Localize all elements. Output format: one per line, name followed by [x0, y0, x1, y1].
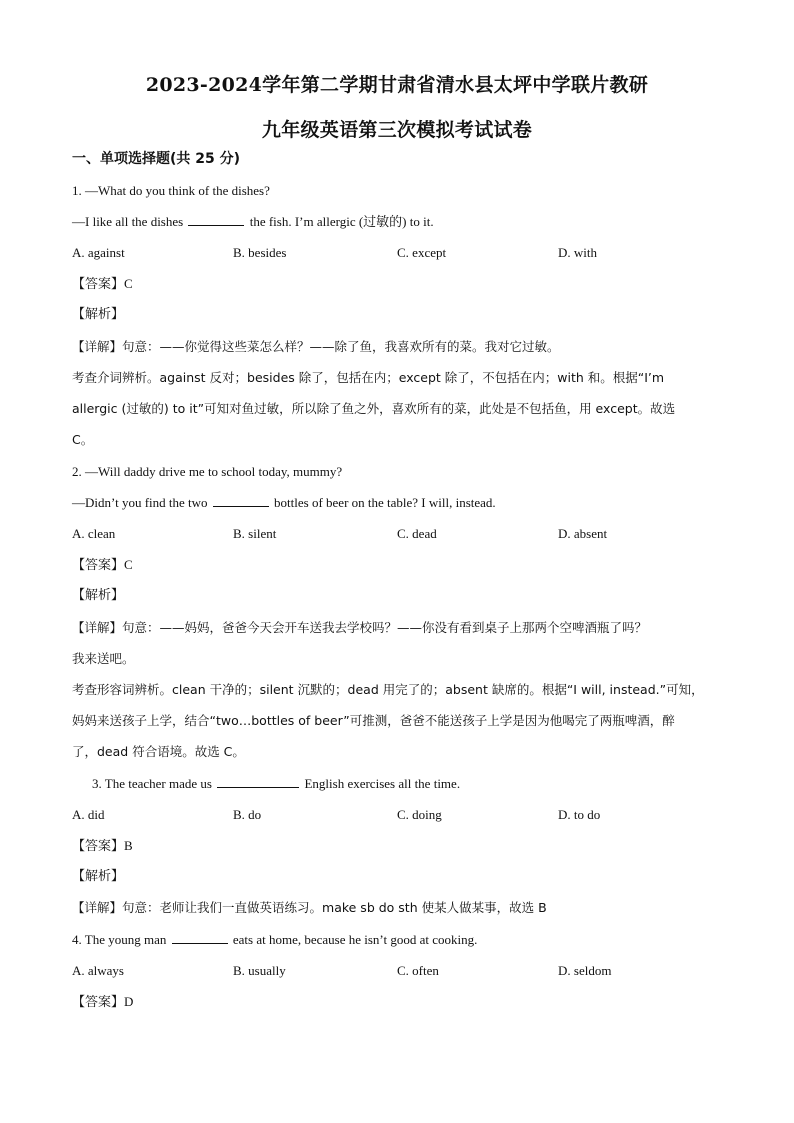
q1-stem-part-b: the fish. I’m allergic (过敏的) to it.: [249, 214, 434, 229]
q2-answer: [72, 557, 133, 574]
detail-label: 【详解】: [72, 900, 123, 915]
q4-answer: [72, 994, 133, 1011]
q1-detail-text: 句意：——你觉得这些菜怎么样？——除了鱼，我喜欢所有的菜。我对它过敏。: [122, 339, 560, 354]
q3-option-c: C. doing: [397, 807, 442, 822]
q3-stem-part-a: 3. The teacher made us: [92, 776, 212, 791]
answer-label: 【答案】: [72, 995, 125, 1010]
q4-blank: [172, 932, 228, 944]
q3-option-a: A. did: [72, 807, 105, 822]
q2-stem-part-a: —Didn’t you find the two: [72, 495, 208, 510]
q1-explain-line3: C。: [72, 432, 94, 447]
q4-stem-part-a: 4. The young man: [72, 932, 167, 947]
q2-explain-line3: 了，dead 符合语境。故选 C。: [72, 744, 245, 759]
q2-answer-value: C: [124, 557, 133, 572]
q2-option-d: D. absent: [558, 526, 608, 541]
q3-analysis-label: 【解析】: [72, 869, 125, 884]
q1-option-a: A. against: [72, 245, 125, 260]
detail-label: 【详解】: [72, 620, 123, 635]
q2-option-a: A. clean: [72, 526, 116, 541]
q3-answer-value: B: [124, 838, 133, 853]
q4-option-b: B. usually: [233, 963, 286, 978]
answer-label: 【答案】: [72, 558, 125, 573]
q3-option-d: D. to do: [558, 807, 601, 822]
q2-stem-line2: [72, 495, 496, 511]
q3-detail: [72, 900, 547, 916]
q3-option-b: B. do: [233, 807, 262, 822]
q2-stem-line1: 2. —Will daddy drive me to school today, mummy?: [72, 464, 343, 479]
q1-blank: [188, 214, 244, 226]
q4-answer-value: D: [124, 994, 134, 1009]
q1-explain-line1: 考查介词辨析。against 反对；besides 除了，包括在内；except 除了，不包括在内；with 和。根据“I’m: [72, 370, 665, 385]
q4-stem: [72, 932, 477, 948]
q1-stem-part-a: —I like all the dishes: [72, 214, 184, 229]
q3-stem: [92, 776, 460, 792]
q2-detail-text: 句意：——妈妈，爸爸今天会开车送我去学校吗？——你没有看到桌子上那两个空啤酒瓶了吗？: [122, 620, 648, 635]
q2-blank: [213, 495, 269, 507]
q1-stem-line1: 1. —What do you think of the dishes?: [72, 183, 270, 198]
q2-explain-line2: 妈妈来送孩子上学，结合“two…bottles of beer”可推测，爸爸不能送孩子上学是因为他喝完了两瓶啤酒，醉: [72, 713, 675, 728]
q2-detail-line2: 我来送吧。: [72, 651, 135, 666]
q1-analysis-label: 【解析】: [72, 307, 125, 322]
q4-stem-part-b: eats at home, because he isn’t good at cooking.: [232, 932, 478, 947]
detail-label: 【详解】: [72, 339, 123, 354]
q1-detail: [72, 339, 560, 355]
exam-title-line1: 2023-2024学年第二学期甘肃省清水县太坪中学联片教研: [145, 74, 649, 96]
q3-detail-text: 句意：老师让我们一直做英语练习。make sb do sth 使某人做某事，故选 B: [122, 900, 547, 915]
q3-blank: [217, 776, 299, 788]
q2-analysis-label: 【解析】: [72, 588, 125, 603]
q2-explain-line1: 考查形容词辨析。clean 干净的；silent 沉默的；dead 用完了的；absent 缺席的。根据“I will, instead.”可知，: [72, 682, 704, 697]
q1-answer-value: C: [124, 276, 133, 291]
q1-option-c: C. except: [397, 245, 447, 260]
q2-stem-part-b: bottles of beer on the table? I will, instead.: [274, 495, 496, 510]
q1-option-d: D. with: [558, 245, 597, 260]
q4-option-c: C. often: [397, 963, 439, 978]
q1-explain-line2: allergic (过敏的) to it”可知对鱼过敏，所以除了鱼之外，喜欢所有的菜，此处是不包括鱼，用 except。故选: [72, 401, 676, 416]
q1-stem-line2: [72, 214, 434, 230]
q2-detail: [72, 620, 647, 636]
section-heading: 一、单项选择题(共 25 分): [72, 151, 241, 167]
q2-option-b: B. silent: [233, 526, 277, 541]
q4-option-a: A. always: [72, 963, 124, 978]
q3-stem-part-b: English exercises all the time.: [304, 776, 461, 791]
q3-answer: [72, 838, 133, 855]
q2-option-c: C. dead: [397, 526, 437, 541]
answer-label: 【答案】: [72, 277, 125, 292]
q1-answer: [72, 276, 133, 293]
q1-option-b: B. besides: [233, 245, 287, 260]
q4-option-d: D. seldom: [558, 963, 612, 978]
answer-label: 【答案】: [72, 839, 125, 854]
exam-title-line2: 九年级英语第三次模拟考试试卷: [261, 119, 533, 141]
